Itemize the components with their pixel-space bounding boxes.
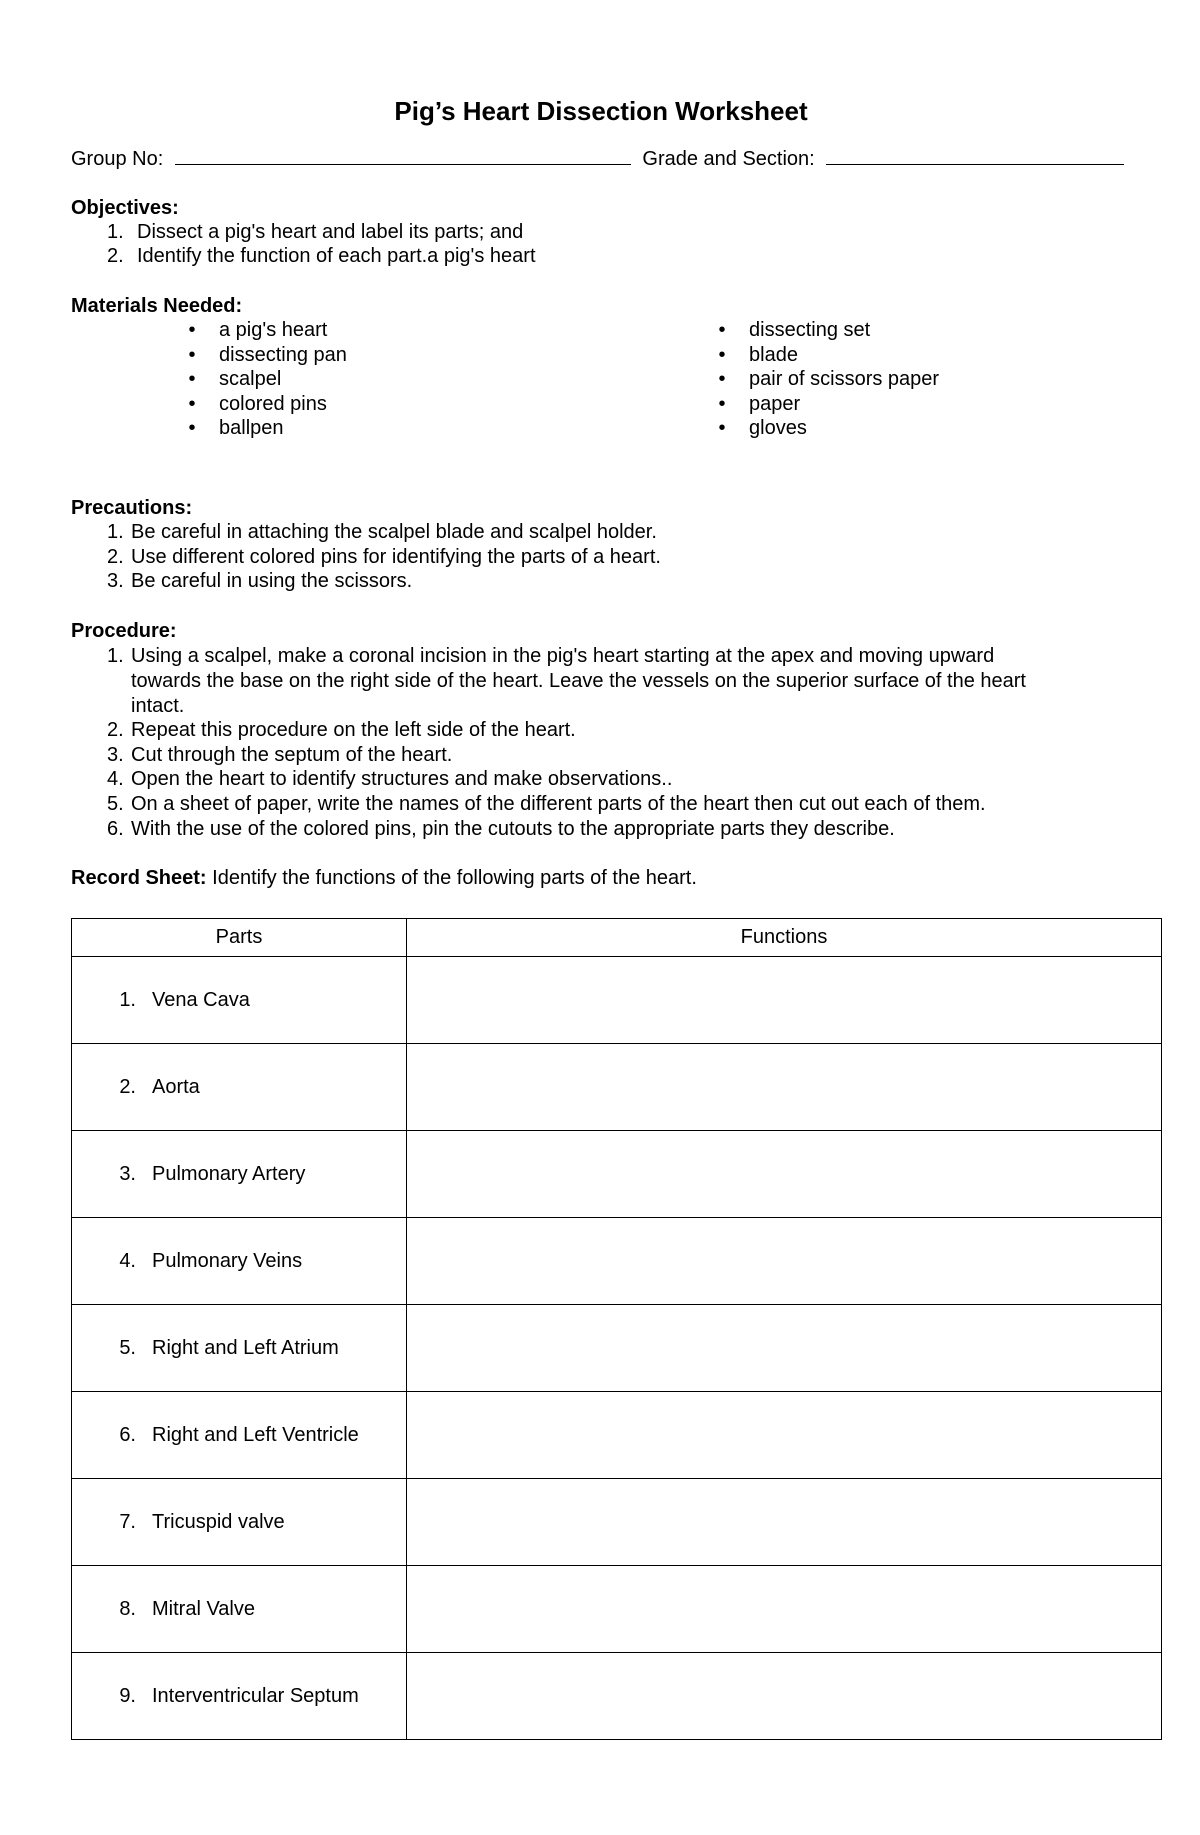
part-number: 4. — [119, 1249, 136, 1272]
procedure-item: 2. Repeat this procedure on the left side of the heart. — [107, 719, 576, 741]
precaution-item: 1. Be careful in attaching the scalpel blade and scalpel holder. — [107, 521, 657, 543]
material-item: • pair of scissors paper — [715, 367, 939, 391]
material-item: • blade — [715, 343, 798, 367]
function-cell[interactable] — [407, 1653, 1162, 1740]
record-table — [71, 918, 1162, 1740]
procedure-heading: Procedure: — [71, 620, 177, 642]
objective-text: Dissect a pig's heart and label its parts; and — [137, 221, 524, 243]
procedure-item: 4. Open the heart to identify structures and make observations.. — [107, 768, 673, 790]
part-name: Mitral Valve — [152, 1597, 255, 1620]
part-cell — [72, 1218, 407, 1305]
procedure-item-continued: intact. — [131, 695, 185, 717]
table-row — [72, 957, 1162, 1044]
procedure-item: 5. On a sheet of paper, write the names of the different parts of the heart then cut out each of them. — [107, 793, 986, 815]
table-row — [72, 1392, 1162, 1479]
objectives-heading: Objectives: — [71, 197, 179, 219]
grade-section-label: Grade and Section: — [642, 148, 815, 170]
material-item: • dissecting pan — [185, 343, 347, 367]
column-header-parts: Parts — [72, 919, 407, 957]
procedure-item: 6. With the use of the colored pins, pin the cutouts to the appropriate parts they describe. — [107, 818, 895, 840]
part-name: Right and Left Ventricle — [152, 1423, 359, 1446]
material-item: • colored pins — [185, 392, 327, 416]
objective-item: 2. Identify the function of each part.a pig's heart — [107, 245, 536, 267]
procedure-item: 1. Using a scalpel, make a coronal incision in the pig's heart starting at the apex and moving upward — [107, 645, 995, 667]
bullet-icon: • — [718, 417, 726, 439]
bullet-icon: • — [718, 344, 726, 366]
part-cell — [72, 957, 407, 1044]
table-row — [72, 1044, 1162, 1131]
table-row — [72, 1131, 1162, 1218]
part-name: Right and Left Atrium — [152, 1336, 339, 1359]
group-no-label: Group No: — [71, 148, 164, 170]
part-cell — [72, 1392, 407, 1479]
table-row — [72, 1653, 1162, 1740]
part-cell — [72, 1131, 407, 1218]
materials-heading: Materials Needed: — [71, 295, 243, 317]
part-name: Pulmonary Veins — [152, 1249, 303, 1272]
function-cell[interactable] — [407, 1044, 1162, 1131]
function-cell[interactable] — [407, 1218, 1162, 1305]
part-cell — [72, 1044, 407, 1131]
material-item: • ballpen — [185, 416, 284, 440]
header-line — [71, 146, 1124, 171]
bullet-icon: • — [188, 344, 196, 366]
part-name: Interventricular Septum — [152, 1684, 359, 1707]
part-name: Vena Cava — [152, 988, 250, 1011]
part-number: 7. — [119, 1510, 136, 1533]
table-header-row — [72, 919, 1162, 957]
material-item: • a pig's heart — [185, 318, 327, 342]
procedure-item: 3. Cut through the septum of the heart. — [107, 744, 453, 766]
page-title: Pig’s Heart Dissection Worksheet — [394, 96, 808, 126]
part-number: 6. — [119, 1423, 136, 1446]
function-cell[interactable] — [407, 957, 1162, 1044]
bullet-icon: • — [188, 319, 196, 341]
table-row — [72, 1566, 1162, 1653]
function-cell[interactable] — [407, 1131, 1162, 1218]
material-item: • paper — [715, 392, 800, 416]
part-number: 3. — [119, 1162, 136, 1185]
part-cell — [72, 1305, 407, 1392]
part-cell — [72, 1653, 407, 1740]
bullet-icon: • — [188, 368, 196, 390]
function-cell[interactable] — [407, 1479, 1162, 1566]
part-cell — [72, 1566, 407, 1653]
objective-text: Identify the function of each part.a pig's heart — [137, 245, 536, 267]
column-header-functions: Functions — [407, 919, 1162, 957]
function-cell[interactable] — [407, 1392, 1162, 1479]
material-item: • gloves — [715, 416, 807, 440]
bullet-icon: • — [188, 417, 196, 439]
bullet-icon: • — [718, 368, 726, 390]
part-number: 5. — [119, 1336, 136, 1359]
part-cell — [72, 1479, 407, 1566]
record-sheet-text: Identify the functions of the following parts of the heart. — [212, 867, 697, 889]
part-name: Tricuspid valve — [152, 1510, 285, 1533]
material-item: • dissecting set — [715, 318, 870, 342]
precaution-item: 2. Use different colored pins for identifying the parts of a heart. — [107, 546, 661, 568]
function-cell[interactable] — [407, 1566, 1162, 1653]
objective-item: 1. Dissect a pig's heart and label its parts; and — [107, 221, 524, 243]
function-cell[interactable] — [407, 1305, 1162, 1392]
group-no-field[interactable] — [175, 146, 631, 165]
table-row — [72, 1218, 1162, 1305]
bullet-icon: • — [188, 393, 196, 415]
material-item: • scalpel — [185, 367, 281, 391]
table-row — [72, 1305, 1162, 1392]
precaution-item: 3. Be careful in using the scissors. — [107, 570, 413, 592]
record-sheet-instruction — [71, 866, 697, 890]
bullet-icon: • — [718, 393, 726, 415]
grade-section-field[interactable] — [826, 146, 1124, 165]
precautions-heading: Precautions: — [71, 497, 193, 519]
procedure-item-continued: towards the base on the right side of the heart. Leave the vessels on the superior surface of the heart — [131, 670, 1026, 692]
part-number: 2. — [119, 1075, 136, 1098]
part-number: 9. — [119, 1684, 136, 1707]
part-name: Aorta — [152, 1075, 200, 1098]
part-name: Pulmonary Artery — [152, 1162, 306, 1185]
record-sheet-label: Record Sheet: — [71, 867, 207, 889]
part-number: 8. — [119, 1597, 136, 1620]
part-number: 1. — [119, 988, 136, 1011]
table-row — [72, 1479, 1162, 1566]
bullet-icon: • — [718, 319, 726, 341]
